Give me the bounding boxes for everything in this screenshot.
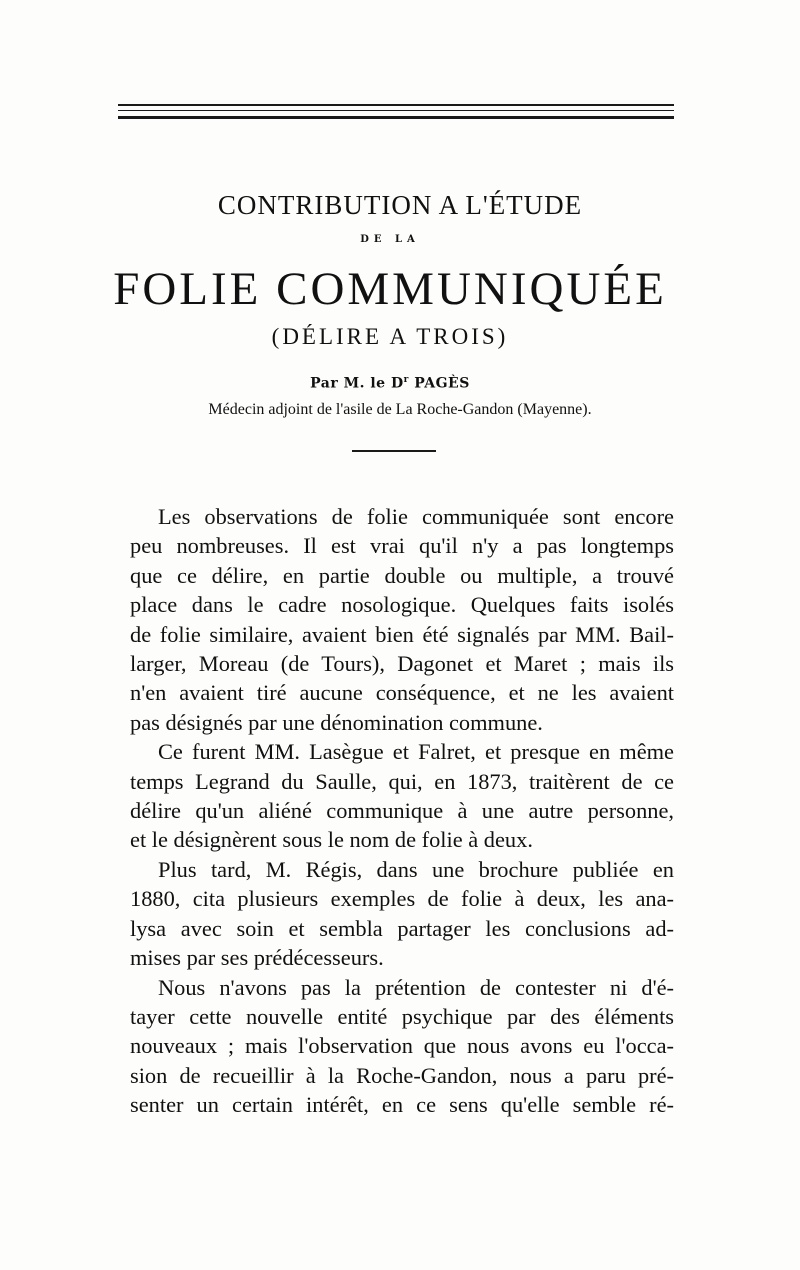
body-line: sion de recueillir à la Roche-Gandon, nous a paru pré- <box>130 1062 674 1088</box>
body-line: tayer cette nouvelle entité psychique par des éléments <box>130 1003 674 1029</box>
body-line: nouveaux ; mais l'observation que nous avons eu l'occa- <box>130 1033 674 1059</box>
body-line: 1880, cita plusieurs exemples de folie à deux, les ana- <box>130 886 674 912</box>
body-line: lysa avec soin et sembla partager les conclusions ad- <box>130 915 674 941</box>
author-title-sup: r <box>403 375 409 385</box>
body-line: Ce furent MM. Lasègue et Falret, et presque en même <box>158 739 674 765</box>
header-rule <box>118 104 674 106</box>
body-line: temps Legrand du Saulle, qui, en 1873, traitèrent de ce <box>130 768 674 794</box>
body-line: mises par ses prédécesseurs. <box>130 945 384 971</box>
body-line: et le désignèrent sous le nom de folie à deux. <box>130 827 533 853</box>
body-line: n'en avaient tiré aucune conséquence, et ne les avaient <box>130 680 674 706</box>
article-title-line1: CONTRIBUTION A L'ÉTUDE <box>217 190 583 220</box>
body-line: Plus tard, M. Régis, dans une brochure publiée en <box>158 856 674 882</box>
body-line: peu nombreuses. Il est vrai qu'il n'y a pas longtemps <box>130 533 674 559</box>
section-divider <box>352 450 436 452</box>
author-prefix: Par M. le D <box>310 375 404 392</box>
body-line: larger, Moreau (de Tours), Dagonet et Maret ; mais ils <box>130 651 674 677</box>
author-line <box>0 375 780 392</box>
body-line: Nous n'avons pas la prétention de contester ni d'é- <box>158 974 674 1000</box>
body-line: délire qu'un aliéné communique à une autre personne, <box>130 798 674 824</box>
article-title-main: FOLIE COMMUNIQUÉE <box>113 263 667 315</box>
body-line: senter un certain intérêt, en ce sens qu'elle semble ré- <box>130 1092 674 1118</box>
header-rule <box>118 116 674 119</box>
article-body <box>130 502 674 1120</box>
header-rule <box>118 110 674 111</box>
article-subtitle: (DÉLIRE A TROIS) <box>271 324 509 349</box>
body-line: place dans le cadre nosologique. Quelques faits isolés <box>130 592 674 618</box>
author-affiliation: Médecin adjoint de l'asile de La Roche-Gandon (Mayenne). <box>208 401 592 418</box>
body-line: pas désignés par une dénomination commune. <box>130 709 543 735</box>
author-name: PAGÈS <box>408 375 470 392</box>
article-title-de-la: DE LA <box>360 234 420 245</box>
body-line: Les observations de folie communiquée sont encore <box>158 504 674 529</box>
body-line: de folie similaire, avaient bien été signalés par MM. Bail- <box>130 621 674 647</box>
body-line: que ce délire, en partie double ou multiple, a trouvé <box>130 562 674 588</box>
